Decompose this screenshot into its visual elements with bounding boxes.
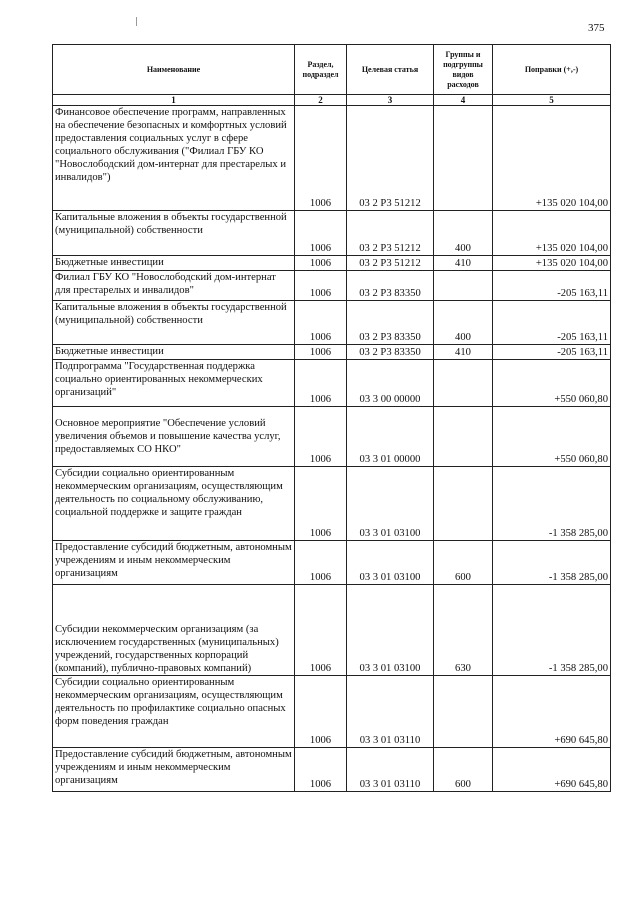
row-group: 600 (434, 748, 493, 792)
row-amount: +690 645,80 (493, 748, 611, 792)
row-article: 03 3 01 00000 (347, 407, 434, 467)
table-row (53, 271, 611, 301)
row-article: 03 2 Р3 83350 (347, 345, 434, 360)
column-number: 5 (493, 95, 611, 106)
table-row (53, 585, 611, 676)
row-amount: -205 163,11 (493, 271, 611, 301)
row-name: Предоставление субсидий бюджетным, автономным учреждениям и иным некоммерческим организациям (53, 541, 295, 585)
row-amount: -205 163,11 (493, 301, 611, 345)
row-article: 03 3 01 03100 (347, 585, 434, 676)
row-group (434, 467, 493, 541)
row-amount: +135 020 104,00 (493, 211, 611, 256)
row-article: 03 3 01 03110 (347, 748, 434, 792)
scan-mark (136, 17, 137, 26)
row-amount: +135 020 104,00 (493, 106, 611, 211)
header-name: Наименование (53, 45, 295, 95)
row-section: 1006 (295, 467, 347, 541)
row-section: 1006 (295, 106, 347, 211)
row-section: 1006 (295, 541, 347, 585)
column-number: 4 (434, 95, 493, 106)
row-section: 1006 (295, 271, 347, 301)
row-article: 03 3 01 03100 (347, 541, 434, 585)
row-amount: -1 358 285,00 (493, 467, 611, 541)
table-row (53, 360, 611, 407)
table-row (53, 106, 611, 211)
row-name: Бюджетные инвестиции (53, 256, 295, 271)
row-article: 03 2 Р3 51212 (347, 106, 434, 211)
row-section: 1006 (295, 676, 347, 748)
row-name: Основное мероприятие "Обеспечение условий увеличения объемов и повышение качества услуг, предоставляемых СО НКО" (53, 407, 295, 467)
row-amount: +550 060,80 (493, 407, 611, 467)
table-row (53, 301, 611, 345)
row-amount: +135 020 104,00 (493, 256, 611, 271)
row-group: 410 (434, 345, 493, 360)
row-group: 600 (434, 541, 493, 585)
row-article: 03 2 Р3 51212 (347, 256, 434, 271)
row-amount: -205 163,11 (493, 345, 611, 360)
table-row (53, 211, 611, 256)
row-group (434, 106, 493, 211)
row-amount: -1 358 285,00 (493, 585, 611, 676)
header-amendments: Поправки (+,-) (493, 45, 611, 95)
table-row (53, 748, 611, 792)
row-section: 1006 (295, 256, 347, 271)
row-name: Субсидии социально ориентированным некоммерческим организациям, осуществляющим деятельность по социальному обслуживанию, социальной поддержке и защите граждан (53, 467, 295, 541)
row-group: 630 (434, 585, 493, 676)
table-row (53, 345, 611, 360)
row-group (434, 407, 493, 467)
row-article: 03 2 Р3 83350 (347, 301, 434, 345)
column-number: 3 (347, 95, 434, 106)
row-section: 1006 (295, 301, 347, 345)
row-section: 1006 (295, 211, 347, 256)
row-article: 03 3 01 03100 (347, 467, 434, 541)
row-name: Финансовое обеспечение программ, направленных на обеспечение безопасных и комфортных условий предоставления социальных услуг в сфере социального обслуживания ("Филиал ГБУ КО "Новослободский дом-интернат для престарелых и инвалидов") (53, 106, 295, 211)
row-article: 03 2 Р3 51212 (347, 211, 434, 256)
row-group: 400 (434, 211, 493, 256)
table-row (53, 541, 611, 585)
row-section: 1006 (295, 585, 347, 676)
row-name: Капитальные вложения в объекты государственной (муниципальной) собственности (53, 301, 295, 345)
column-number: 1 (53, 95, 295, 106)
table-row (53, 467, 611, 541)
row-name: Предоставление субсидий бюджетным, автономным учреждениям и иным некоммерческим организациям (53, 748, 295, 792)
column-number-row (53, 95, 611, 106)
header-groups: Группы и подгруппы видов расходов (434, 45, 493, 95)
header-article: Целевая статья (347, 45, 434, 95)
row-name: Капитальные вложения в объекты государственной (муниципальной) собственности (53, 211, 295, 256)
row-name: Субсидии некоммерческим организациям (за исключением государственных (муниципальных) учреждений, государственных корпораций (компаний), публично-правовых компаний) (53, 585, 295, 676)
row-article: 03 3 00 00000 (347, 360, 434, 407)
table-header-row (53, 45, 611, 95)
row-group: 410 (434, 256, 493, 271)
row-group (434, 271, 493, 301)
page-number: 375 (588, 22, 605, 34)
row-group: 400 (434, 301, 493, 345)
row-amount: +690 645,80 (493, 676, 611, 748)
row-name: Филиал ГБУ КО "Новослободский дом-интернат для престарелых и инвалидов" (53, 271, 295, 301)
row-amount: +550 060,80 (493, 360, 611, 407)
row-name: Подпрограмма "Государственная поддержка социально ориентированных некоммерческих организаций" (53, 360, 295, 407)
row-name: Субсидии социально ориентированным некоммерческим организациям, осуществляющим деятельность по профилактике социально опасных форм поведения граждан (53, 676, 295, 748)
row-article: 03 2 Р3 83350 (347, 271, 434, 301)
row-name: Бюджетные инвестиции (53, 345, 295, 360)
column-number: 2 (295, 95, 347, 106)
row-group (434, 360, 493, 407)
table-row (53, 676, 611, 748)
row-section: 1006 (295, 345, 347, 360)
budget-amendments-table (52, 44, 611, 792)
row-section: 1006 (295, 360, 347, 407)
row-section: 1006 (295, 748, 347, 792)
table-row (53, 256, 611, 271)
row-amount: -1 358 285,00 (493, 541, 611, 585)
row-article: 03 3 01 03110 (347, 676, 434, 748)
table-row (53, 407, 611, 467)
row-group (434, 676, 493, 748)
row-section: 1006 (295, 407, 347, 467)
header-section: Раздел, подраздел (295, 45, 347, 95)
